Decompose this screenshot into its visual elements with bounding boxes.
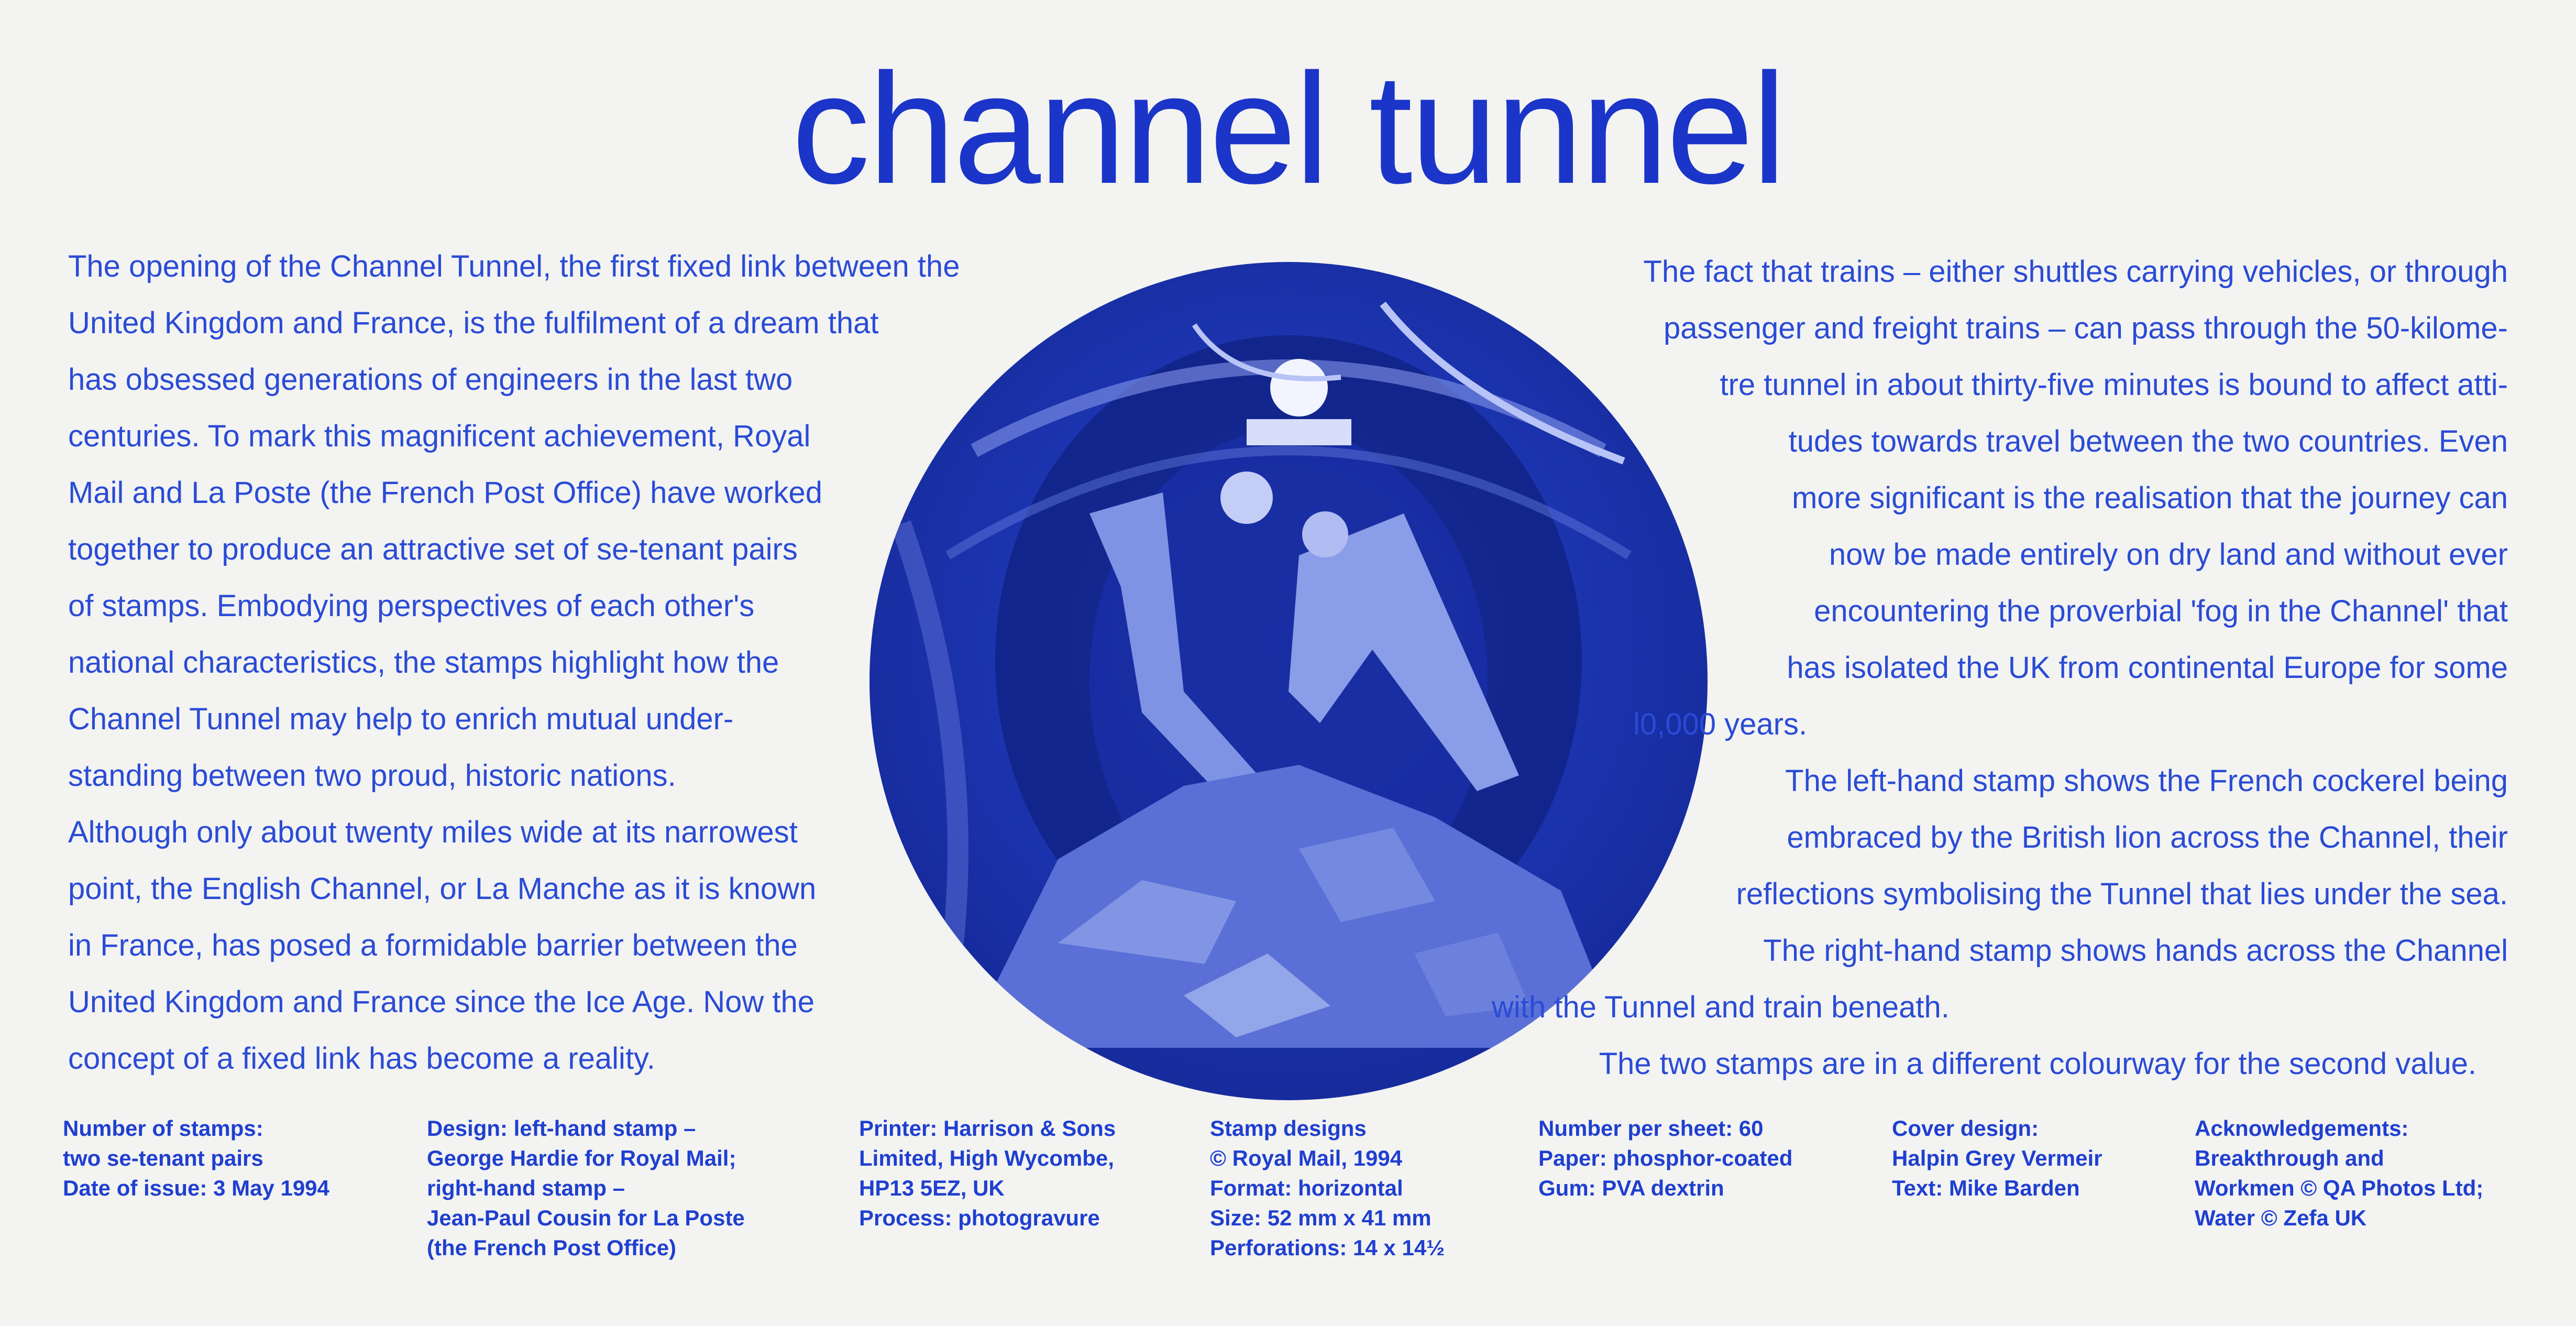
info-printer xyxy=(859,1113,1116,1233)
text-line: The two stamps are in a different colourway for the second value. xyxy=(1599,1047,2476,1081)
info-line: (the French Post Office) xyxy=(427,1235,677,1260)
text-line: Although only about twenty miles wide at its narrowest xyxy=(68,815,798,849)
text-line: has isolated the UK from continental Europe for some xyxy=(1787,651,2508,685)
text-line: l0,000 years. xyxy=(1633,707,1808,741)
info-line: Number per sheet: 60 xyxy=(1538,1116,1764,1141)
info-line: Workmen © QA Photos Ltd; xyxy=(2195,1176,2484,1200)
text-line: Mail and La Poste (the French Post Office) have worked xyxy=(68,476,822,510)
text-line: The opening of the Channel Tunnel, the first fixed link between the xyxy=(68,249,960,283)
info-line: Date of issue: 3 May 1994 xyxy=(63,1176,329,1200)
info-line: Halpin Grey Vermeir xyxy=(1892,1146,2102,1170)
text-line: embraced by the British lion across the Channel, their xyxy=(1787,820,2508,854)
info-line: Process: photogravure xyxy=(859,1206,1100,1230)
info-line: right-hand stamp – xyxy=(427,1176,625,1200)
text-line: tudes towards travel between the two countries. Even xyxy=(1788,424,2508,458)
info-line: Text: Mike Barden xyxy=(1892,1176,2080,1200)
info-line: Gum: PVA dextrin xyxy=(1538,1176,1724,1200)
text-line: United Kingdom and France, is the fulfilment of a dream that xyxy=(68,306,879,340)
text-line: tre tunnel in about thirty-five minutes is bound to affect atti- xyxy=(1720,368,2508,402)
info-line: Printer: Harrison & Sons xyxy=(859,1116,1116,1141)
info-line: Number of stamps: xyxy=(63,1116,263,1141)
text-line: centuries. To mark this magnificent achievement, Royal xyxy=(68,419,811,453)
text-line: now be made entirely on dry land and without ever xyxy=(1829,538,2508,572)
info-line: Jean-Paul Cousin for La Poste xyxy=(427,1206,745,1230)
text-line: The left-hand stamp shows the French cockerel being xyxy=(1785,764,2508,798)
text-line: encountering the proverbial 'fog in the Channel' that xyxy=(1814,594,2508,628)
text-line: more significant is the realisation that the journey can xyxy=(1792,481,2508,515)
text-line: reflections symbolising the Tunnel that lies under the sea. xyxy=(1736,877,2508,911)
info-number-of-stamps xyxy=(63,1113,329,1203)
info-line: Stamp designs xyxy=(1210,1116,1367,1141)
info-line: HP13 5EZ, UK xyxy=(859,1176,1005,1200)
text-line: national characteristics, the stamps highlight how the xyxy=(68,645,779,680)
info-line: Perforations: 14 x 14½ xyxy=(1210,1235,1445,1260)
text-line: standing between two proud, historic nations. xyxy=(68,759,676,793)
text-line: together to produce an attractive set of se-tenant pairs xyxy=(68,532,798,566)
text-line: The fact that trains – either shuttles carrying vehicles, or through xyxy=(1643,255,2508,289)
text-line: passenger and freight trains – can pass through the 50-kilome- xyxy=(1663,311,2508,345)
text-line: has obsessed generations of engineers in the last two xyxy=(68,363,793,397)
text-line: Channel Tunnel may help to enrich mutual under- xyxy=(68,702,734,736)
text-line: United Kingdom and France since the Ice Age. Now the xyxy=(68,985,815,1019)
info-line: Paper: phosphor-coated xyxy=(1538,1146,1793,1170)
info-line: Cover design: xyxy=(1892,1116,2039,1141)
info-cover-design xyxy=(1892,1113,2102,1203)
info-line: Size: 52 mm x 41 mm xyxy=(1210,1206,1432,1230)
info-line: Water © Zefa UK xyxy=(2195,1206,2367,1230)
info-line: Limited, High Wycombe, xyxy=(859,1146,1114,1170)
intro-text-right xyxy=(1460,244,2508,1092)
text-line: of stamps. Embodying perspectives of each other's xyxy=(68,589,755,623)
info-line: Format: horizontal xyxy=(1210,1176,1403,1200)
info-sheet xyxy=(1538,1113,1792,1203)
text-line: with the Tunnel and train beneath. xyxy=(1492,990,1950,1024)
info-line: two se-tenant pairs xyxy=(63,1146,263,1170)
info-acknowledgements xyxy=(2195,1113,2483,1233)
page-title: channel tunnel xyxy=(791,40,1785,216)
info-line: Breakthrough and xyxy=(2195,1146,2384,1170)
text-line: point, the English Channel, or La Manche as it is known xyxy=(68,872,817,906)
info-line: © Royal Mail, 1994 xyxy=(1210,1146,1403,1170)
info-line: George Hardie for Royal Mail; xyxy=(427,1146,736,1170)
info-design xyxy=(427,1113,745,1263)
info-line: Acknowledgements: xyxy=(2195,1116,2409,1141)
info-stamp-designs xyxy=(1210,1113,1445,1263)
info-line: Design: left-hand stamp – xyxy=(427,1116,696,1141)
text-line: concept of a fixed link has become a reality. xyxy=(68,1042,655,1076)
text-line: The right-hand stamp shows hands across the Channel xyxy=(1763,934,2508,968)
text-line: in France, has posed a formidable barrier between the xyxy=(68,928,798,962)
